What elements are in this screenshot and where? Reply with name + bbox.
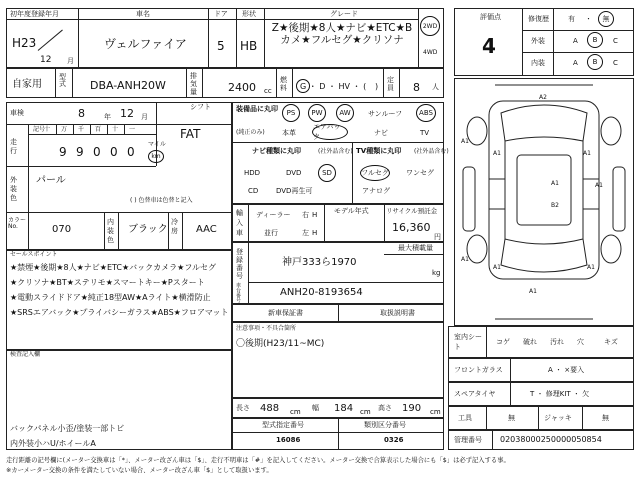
ac-label: 冷房 [171, 218, 178, 235]
damage-label: A1 [587, 264, 595, 271]
interior-c: C [613, 59, 618, 67]
designation-value: 16086 [276, 436, 301, 444]
ac-value: AAC [196, 224, 217, 235]
navi-title: ナビ種類に丸印 [252, 147, 301, 155]
reg-value: 神戸333ら1970 [282, 257, 357, 268]
equipment-title: 装備品に丸印 [236, 105, 278, 113]
inspector-block [6, 350, 232, 450]
capacity-value: 8 [413, 81, 420, 94]
damage-label: A1 [551, 180, 559, 187]
footer-line-2: ※カーメーター交換の条件を満たしていない場合、メーター改ざん車「$」として取扱います。 [6, 467, 273, 474]
sales-line-1: ★禁煙★後期★8人★ナビ★ETC★バックカメラ★フルセグ [10, 263, 217, 272]
color-no-value: 070 [52, 224, 72, 235]
mileage-digit-label: 万 [61, 126, 68, 133]
car-outline-diagram [455, 79, 633, 325]
inspector-label: 検査記入欄 [10, 351, 41, 358]
equipment-sunroof: サンルーフ [368, 110, 403, 118]
mgmt-value: 02038000250000050854 [500, 435, 602, 444]
jack-value: 無 [602, 414, 609, 422]
interior-seat-item: 破れ [523, 338, 537, 346]
footer-line-1: 走行距離の記号欄に(メーター交換車は「*」、メーター改ざん車は「$」、走行不明車は「#」を記入してください。メーター交換で合算表示した場合にも「$」は必ず記入する事。 [6, 457, 510, 464]
capacity-unit: 人 [432, 83, 439, 91]
tools-value: 無 [508, 414, 515, 422]
repair-sep: ・ [585, 15, 592, 23]
shift-label: シフト [190, 103, 211, 111]
drive-4wd: 4WD [423, 49, 438, 56]
repair-yes: 有 [568, 15, 575, 23]
sales-line-3: ★電動スライドドア★純正18型AW★Aライト★横滑防止 [10, 293, 211, 302]
exterior-c: C [613, 37, 618, 45]
mileage-digit-label: 一 [129, 126, 136, 133]
notes-value: 〇後期(H23/11~MC) [236, 339, 325, 349]
mile-label: マイル [148, 141, 166, 148]
equipment-ps-circle: PS [282, 104, 300, 122]
import-label: 輸入車 [236, 209, 243, 237]
mileage-digit: 0 [110, 145, 118, 159]
damage-diagram [454, 78, 634, 326]
class-value: 0326 [384, 436, 404, 444]
first-reg-label: 初年度登録年月 [10, 10, 59, 18]
shift-value: FAT [180, 127, 201, 141]
mileage-digit: 9 [59, 145, 67, 159]
grade-label: グレード [330, 10, 358, 18]
damage-label: A1 [461, 256, 469, 263]
tv-title: TV種類に丸印 [356, 147, 402, 155]
record-label: 記号 [33, 126, 46, 133]
type-label: 型式 [59, 73, 66, 88]
inspector-line-1: バックパネル小歪/塗装一部トビ [10, 424, 125, 433]
length-label: 長さ [236, 404, 250, 412]
recycle-label: リサイクル預託金 [386, 207, 438, 215]
drive-2wd-circle: 2WD [420, 16, 440, 36]
exterior-label: 外装 [531, 37, 545, 45]
damage-label: A2 [539, 94, 547, 101]
equipment-aw-circle: AW [336, 104, 354, 122]
navi-dvd-play: DVD再生可 [276, 187, 313, 195]
recycle-value: 16,360 [392, 221, 431, 234]
usage-value: 自家用 [12, 79, 42, 90]
capacity-max-unit: kg [432, 269, 441, 277]
mileage-digit-label: 百 [95, 126, 102, 133]
capacity-max-label: 最大積載量 [398, 244, 433, 252]
equipment-navi: ナビ [374, 129, 388, 137]
tv-analog: アナログ [362, 187, 390, 195]
damage-label: A1 [493, 264, 501, 271]
shape-value: HB [240, 39, 258, 53]
class-label: 類別区分番号 [364, 421, 406, 429]
score-value: 4 [482, 34, 496, 58]
interior-seat-label: 室内シート [454, 333, 482, 351]
chassis-label: 車台番号 [236, 283, 242, 304]
interior-a: A [573, 59, 578, 67]
inspection-label: 車検 [10, 109, 24, 117]
length-unit: cm [290, 408, 301, 416]
mileage-digit: 9 [76, 145, 84, 159]
equipment-subtitle: (純正のみ) [236, 129, 265, 136]
interior-seat-item: 穴 [577, 338, 584, 346]
doors-label: ドア [214, 10, 228, 18]
interior-color-label: 内装色 [107, 218, 114, 244]
tv-oneseg: ワンセグ [406, 169, 434, 177]
import-handle: H [312, 211, 318, 219]
manual-label: 取扱説明書 [380, 309, 415, 317]
color-note: ( ) 色替車は色替と記入 [130, 197, 193, 204]
interior-seat-item: 汚れ [550, 338, 564, 346]
navi-hdd: HDD [244, 169, 261, 177]
damage-label: B2 [551, 202, 559, 209]
import-dealer: ディーラー [256, 211, 291, 219]
score-label: 評価点 [480, 13, 501, 21]
model-year-label: モデル年式 [334, 207, 369, 215]
mileage-digit-label: 十 [112, 126, 119, 133]
tv-subtitle: (社外品含む) [414, 148, 449, 155]
spare-value: T ・ 修理KIT ・ 欠 [530, 390, 590, 398]
navi-cd: CD [248, 187, 259, 195]
repair-no-circle: 無 [598, 11, 614, 27]
sales-label: セールスポイント [10, 251, 58, 258]
mileage-digit: 0 [127, 145, 135, 159]
notes-block [232, 322, 444, 398]
inspection-month-unit: 月 [141, 113, 148, 121]
interior-seat-item: キズ [604, 338, 618, 346]
navi-subtitle: (社外品含む) [318, 148, 353, 155]
mgmt-label: 管理番号 [454, 436, 482, 444]
warranty-label: 新車保証書 [268, 309, 303, 317]
capacity-label: 定員 [387, 76, 394, 92]
damage-label: A1 [461, 138, 469, 145]
mileage-label: 走行 [10, 138, 17, 155]
glass-value: A ・ ×要入 [548, 366, 585, 374]
mileage-digit: 0 [93, 145, 101, 159]
mileage-digit-label: 千 [78, 126, 85, 133]
doors-value: 5 [217, 39, 225, 53]
inspector-line-2: 内外装小ハU/ホイールA [10, 439, 96, 448]
repair-label: 修復歴 [528, 15, 549, 23]
exterior-b-circle: B [587, 32, 603, 48]
displacement-label: 排気量 [190, 72, 197, 96]
interior-color-value: ブラック [128, 224, 168, 235]
color-value: パール [36, 175, 66, 186]
reg-label: 登録番号 [236, 248, 243, 280]
inspection-month: 12 [120, 107, 134, 120]
tv-fullseg-circle: フルセグ [360, 165, 390, 181]
equipment-airbag-circle: エアバック [312, 124, 348, 140]
fuel-options: G ・ D ・ HV ・ ( [300, 82, 367, 91]
notes-label: 注意事項・不具合箇所 [236, 325, 297, 332]
height-value: 190 [402, 403, 422, 414]
inspection-year: 8 [78, 107, 85, 120]
exterior-a: A [573, 37, 578, 45]
tools-label: 工具 [458, 414, 472, 422]
chassis-value: ANH20-8193654 [280, 287, 363, 298]
damage-label: A1 [529, 288, 537, 295]
interior-seat-item: コゲ [496, 338, 510, 346]
width-label: 幅 [312, 404, 319, 412]
color-no-label: カラーNo. [8, 217, 27, 230]
first-reg-month-unit: 月 [67, 57, 74, 65]
height-unit: cm [430, 408, 441, 416]
import-parallel: 並行 [264, 229, 278, 237]
navi-dvd: DVD [286, 169, 302, 177]
model-name: ヴェルファイア [104, 37, 187, 51]
damage-label: A1 [583, 150, 591, 157]
model-label: 車名 [136, 10, 150, 18]
height-label: 高さ [378, 404, 392, 412]
damage-label: A1 [595, 182, 603, 189]
jack-label: ジャッキ [544, 414, 572, 422]
type-value: DBA-ANH20W [90, 79, 166, 92]
mileage-digit-label: 十 [44, 126, 51, 133]
first-reg-year: H23 [12, 36, 37, 50]
km-circle: km [148, 150, 164, 163]
import-left: 左 [302, 229, 309, 237]
first-reg-month: 12 [40, 55, 52, 65]
equipment-abs-circle: ABS [416, 104, 436, 122]
equipment-pw-circle: PW [308, 104, 326, 122]
equipment-tv: TV [420, 129, 430, 137]
sales-line-4: ★SRSエアバック★プライバシーガラス★ABS★フロアマット [10, 308, 229, 317]
displacement-value: 2400 [228, 81, 256, 94]
shape-label: 形状 [242, 10, 256, 18]
width-value: 184 [334, 403, 354, 414]
navi-sd-circle: SD [318, 164, 336, 182]
grade-value: Z★後期★8人★ナビ★ETC★Bカメ★フルセグ★クリソナ [271, 22, 413, 46]
spare-label: スペアタイヤ [454, 390, 496, 398]
recycle-unit: 円 [434, 233, 441, 241]
color-label: 外装色 [10, 176, 17, 202]
import-handle2: H [312, 229, 318, 237]
fuel-label: 燃料 [280, 76, 287, 92]
interior-b-circle: B [587, 54, 603, 70]
designation-label: 型式指定番号 [262, 421, 304, 429]
import-right: 右 [302, 211, 309, 219]
displacement-unit: cc [264, 87, 272, 95]
width-unit: cm [360, 408, 371, 416]
damage-label: A1 [493, 150, 501, 157]
inspection-year-unit: 年 [104, 113, 111, 121]
glass-label: フロントガラス [454, 366, 503, 374]
sales-line-2: ★クリソナ★BT★ステリモ★スマートキー★Pスタート [10, 278, 205, 287]
interior-label: 内装 [531, 59, 545, 67]
equipment-leather: 本革 [282, 129, 296, 137]
length-value: 488 [260, 403, 280, 414]
fuel-close: ) [375, 82, 379, 91]
